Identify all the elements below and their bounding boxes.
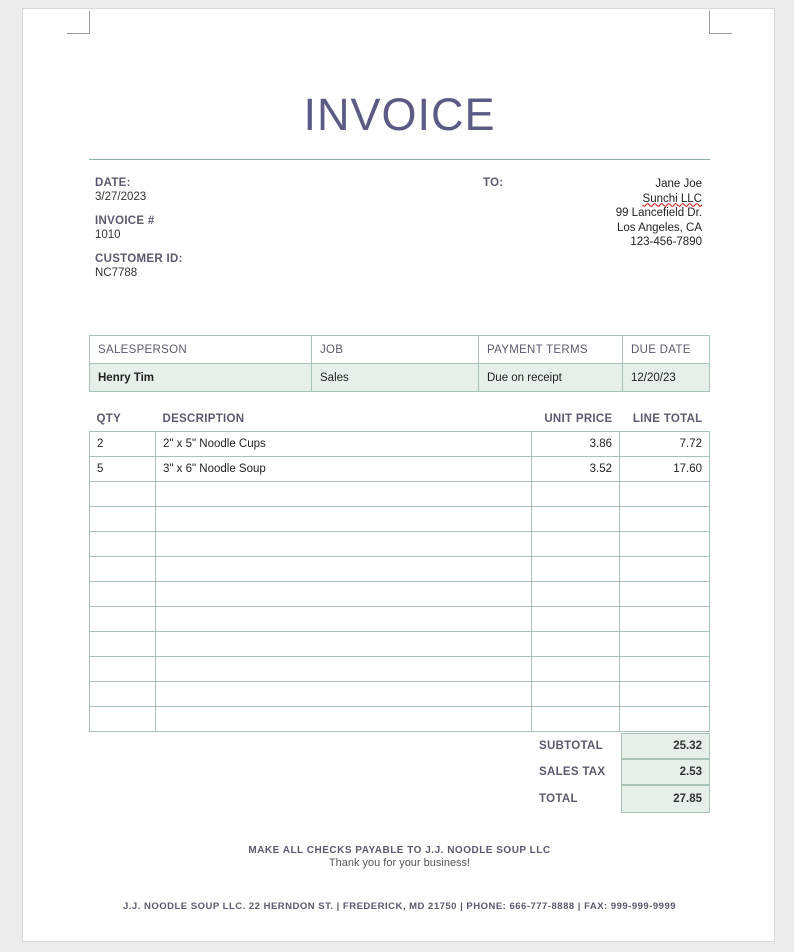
empty-cell[interactable] — [156, 657, 532, 682]
empty-row — [90, 482, 710, 507]
invoice-number-label[interactable]: INVOICE # — [95, 215, 155, 227]
empty-cell[interactable] — [90, 682, 156, 707]
empty-row — [90, 507, 710, 532]
empty-cell[interactable] — [156, 632, 532, 657]
empty-cell[interactable] — [620, 707, 710, 732]
details-job[interactable]: Sales — [312, 364, 479, 392]
empty-cell[interactable] — [532, 532, 620, 557]
items-header-qty[interactable]: QTY — [96, 413, 122, 425]
empty-row — [90, 582, 710, 607]
empty-cell[interactable] — [532, 482, 620, 507]
empty-cell[interactable] — [620, 532, 710, 557]
sales-tax-row — [531, 759, 710, 785]
recipient-street[interactable]: 99 Lancefield Dr. — [615, 207, 702, 219]
empty-cell[interactable] — [532, 507, 620, 532]
empty-cell[interactable] — [532, 682, 620, 707]
item-qty[interactable]: 2 — [90, 432, 156, 457]
checks-payable-note[interactable]: MAKE ALL CHECKS PAYABLE TO J.J. NOODLE SOUP LLC — [248, 845, 551, 856]
empty-cell[interactable] — [620, 632, 710, 657]
empty-cell[interactable] — [156, 707, 532, 732]
items-header-unit-price[interactable]: UNIT PRICE — [544, 413, 613, 425]
empty-row — [90, 607, 710, 632]
empty-cell[interactable] — [532, 657, 620, 682]
details-header-payment-terms[interactable]: PAYMENT TERMS — [479, 336, 623, 364]
recipient-phone[interactable]: 123-456-7890 — [630, 236, 702, 248]
company-contact-line[interactable]: J.J. NOODLE SOUP LLC. 22 HERNDON ST. | FREDERICK, MD 21750 | PHONE: 666-777-8888 | FAX: 999-999-9999 — [122, 901, 677, 912]
empty-cell[interactable] — [156, 482, 532, 507]
to-label[interactable]: TO: — [483, 177, 504, 189]
sales-tax-value[interactable]: 2.53 — [621, 759, 710, 785]
details-header-due-date[interactable]: DUE DATE — [623, 336, 710, 364]
empty-row — [90, 632, 710, 657]
item-description[interactable]: 2" x 5" Noodle Cups — [156, 432, 532, 457]
items-header-description[interactable]: DESCRIPTION — [162, 413, 245, 425]
subtotal-value[interactable]: 25.32 — [621, 733, 710, 759]
details-salesperson[interactable]: Henry Tim — [90, 364, 312, 392]
empty-cell[interactable] — [620, 557, 710, 582]
empty-cell[interactable] — [90, 482, 156, 507]
empty-cell[interactable] — [156, 682, 532, 707]
empty-cell[interactable] — [156, 582, 532, 607]
empty-cell[interactable] — [620, 582, 710, 607]
table-row — [90, 457, 710, 482]
empty-cell[interactable] — [532, 607, 620, 632]
recipient-name[interactable]: Jane Joe — [655, 178, 702, 190]
empty-cell[interactable] — [156, 607, 532, 632]
details-due-date[interactable]: 12/20/23 — [623, 364, 710, 392]
empty-cell[interactable] — [532, 632, 620, 657]
details-header-salesperson[interactable]: SALESPERSON — [90, 336, 312, 364]
totals-block — [531, 733, 710, 813]
details-header-job[interactable]: JOB — [312, 336, 479, 364]
empty-cell[interactable] — [620, 682, 710, 707]
empty-cell[interactable] — [156, 557, 532, 582]
empty-cell[interactable] — [620, 607, 710, 632]
recipient-address[interactable] — [616, 177, 702, 250]
item-line-total[interactable]: 7.72 — [620, 432, 710, 457]
empty-cell[interactable] — [90, 557, 156, 582]
details-table — [89, 335, 710, 392]
empty-cell[interactable] — [90, 532, 156, 557]
item-description[interactable]: 3" x 6" Noodle Soup — [156, 457, 532, 482]
item-unit-price[interactable]: 3.52 — [532, 457, 620, 482]
item-line-total[interactable]: 17.60 — [620, 457, 710, 482]
total-value[interactable]: 27.85 — [621, 785, 710, 813]
invoice-title[interactable]: INVOICE — [303, 89, 496, 140]
empty-row — [90, 557, 710, 582]
empty-row — [90, 657, 710, 682]
sales-tax-label[interactable]: SALES TAX — [539, 766, 606, 778]
item-qty[interactable]: 5 — [90, 457, 156, 482]
empty-row — [90, 682, 710, 707]
empty-cell[interactable] — [90, 582, 156, 607]
empty-cell[interactable] — [90, 707, 156, 732]
crop-mark-top-left — [67, 11, 90, 34]
subtotal-label[interactable]: SUBTOTAL — [539, 740, 603, 752]
empty-cell[interactable] — [620, 657, 710, 682]
title-divider — [89, 159, 710, 160]
date-value[interactable]: 3/27/2023 — [95, 191, 147, 203]
total-label[interactable]: TOTAL — [539, 793, 578, 805]
date-label[interactable]: DATE: — [95, 177, 131, 189]
empty-cell[interactable] — [90, 607, 156, 632]
customer-id-label[interactable]: CUSTOMER ID: — [95, 253, 183, 265]
empty-cell[interactable] — [532, 707, 620, 732]
customer-id-value[interactable]: NC7788 — [95, 267, 138, 279]
recipient-city[interactable]: Los Angeles, CA — [616, 221, 702, 234]
empty-row — [90, 707, 710, 732]
empty-cell[interactable] — [90, 507, 156, 532]
empty-cell[interactable] — [90, 657, 156, 682]
empty-cell[interactable] — [156, 507, 532, 532]
details-payment-terms[interactable]: Due on receipt — [479, 364, 623, 392]
empty-cell[interactable] — [532, 582, 620, 607]
empty-row — [90, 532, 710, 557]
recipient-company[interactable]: Sunchi LLC — [642, 192, 702, 205]
empty-cell[interactable] — [156, 532, 532, 557]
table-row — [90, 432, 710, 457]
total-row — [531, 785, 710, 813]
empty-cell[interactable] — [620, 482, 710, 507]
invoice-page — [22, 8, 775, 942]
subtotal-row — [531, 733, 710, 759]
item-unit-price[interactable]: 3.86 — [532, 432, 620, 457]
empty-cell[interactable] — [90, 632, 156, 657]
thank-you-note[interactable]: Thank you for your business! — [328, 857, 471, 869]
crop-mark-top-right — [709, 11, 732, 34]
invoice-number-value[interactable]: 1010 — [95, 229, 121, 241]
items-table — [89, 407, 710, 732]
empty-cell[interactable] — [620, 507, 710, 532]
empty-cell[interactable] — [532, 557, 620, 582]
items-header-line-total[interactable]: LINE TOTAL — [632, 413, 703, 425]
